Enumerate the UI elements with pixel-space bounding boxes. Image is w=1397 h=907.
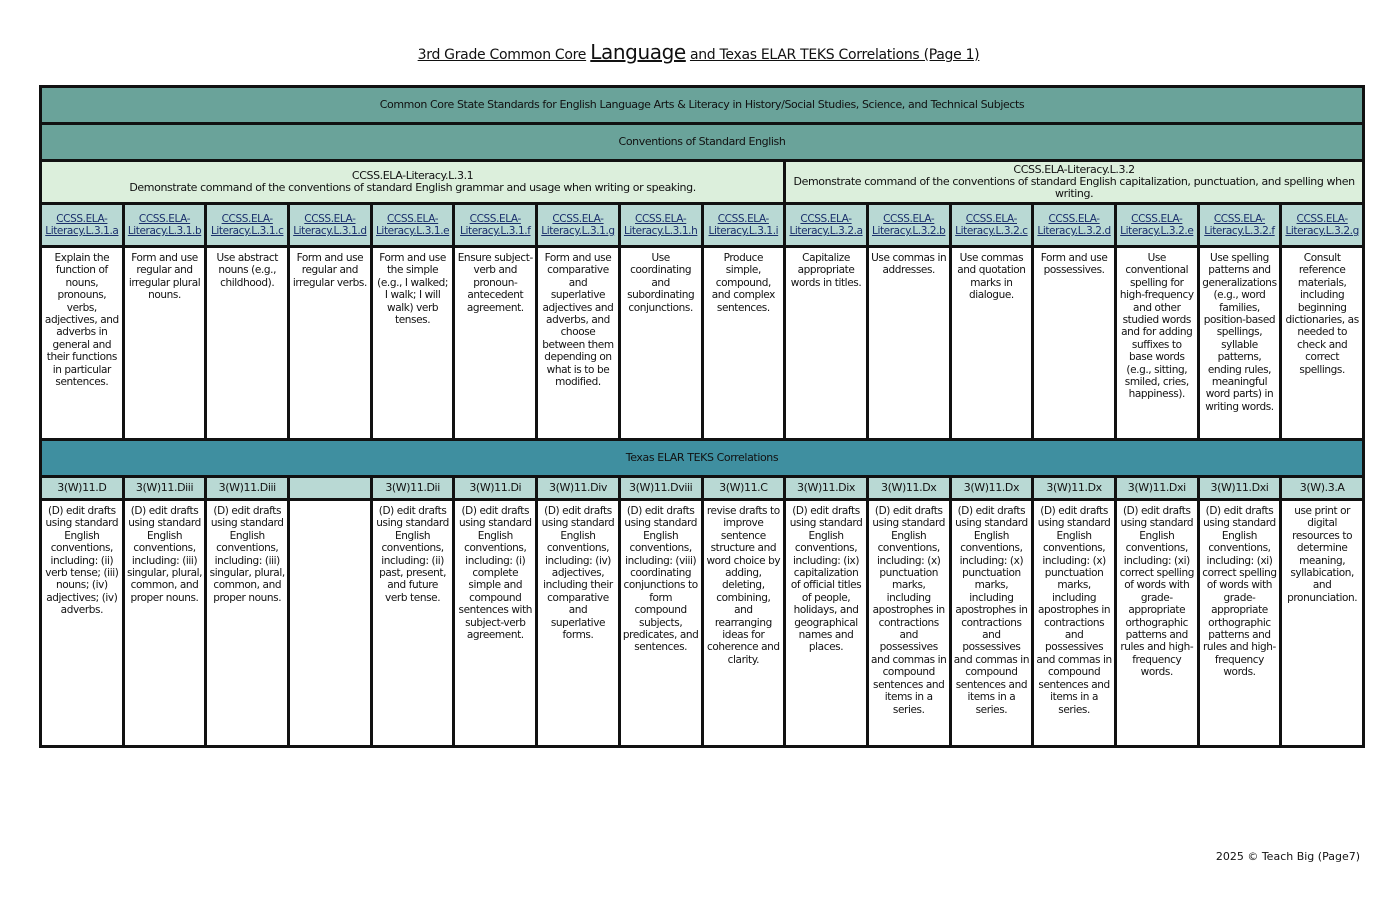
teks-header-row bbox=[41, 440, 1364, 477]
correlation-table bbox=[39, 85, 1365, 748]
ccss-description-cell: Form and use regular and irregular verbs. bbox=[289, 247, 372, 440]
ccss-code-cell[interactable] bbox=[41, 204, 124, 247]
teks-description-cell: revise drafts to improve sentence structure and word choice by adding, deleting, combining, and rearranging ideas for coherence and clarity. bbox=[702, 500, 785, 747]
standard-code: CCSS.ELA-Literacy.L.3.1 bbox=[351, 169, 474, 182]
teks-description-cell: use print or digital resources to determine meaning, syllabication, and pronunciation. bbox=[1281, 500, 1364, 747]
teks-description-cell: (D) edit drafts using standard English conventions, including: (xi) correct spelling of words with grade-appropriate orthographic patterns and rules and high-frequency words. bbox=[1198, 500, 1281, 747]
ccss-code-cell[interactable] bbox=[950, 204, 1033, 247]
standards-row bbox=[41, 161, 1364, 204]
ccss-description-cell: Use commas in addresses. bbox=[867, 247, 950, 440]
teks-code-cell: 3(W)11.D bbox=[41, 477, 124, 500]
conventions-cell: Conventions of Standard English bbox=[41, 124, 1364, 161]
teks-description-cell bbox=[289, 500, 372, 747]
teks-code-cell: 3(W)11.Dx bbox=[1033, 477, 1116, 500]
ccss-code-link[interactable]: CCSS.ELA-Literacy.L.3.2.g bbox=[1285, 212, 1359, 237]
teks-code-cell: 3(W)11.Di bbox=[454, 477, 537, 500]
ccss-code-cell[interactable] bbox=[537, 204, 620, 247]
teks-code-row bbox=[41, 477, 1364, 500]
ccss-code-link[interactable]: CCSS.ELA-Literacy.L.3.2.d bbox=[1037, 212, 1111, 237]
teks-code-cell: 3(W)11.Dx bbox=[950, 477, 1033, 500]
ccss-code-link[interactable]: CCSS.ELA-Literacy.L.3.1.c bbox=[210, 212, 284, 237]
ccss-code-cell[interactable] bbox=[1115, 204, 1198, 247]
teks-code-cell: 3(W)11.Dii bbox=[371, 477, 454, 500]
ccss-code-link[interactable]: CCSS.ELA-Literacy.L.3.1.e bbox=[375, 212, 450, 237]
ccss-code-cell[interactable] bbox=[867, 204, 950, 247]
ccss-description-cell: Consult reference materials, including beginning dictionaries, as needed to check and correct spellings. bbox=[1281, 247, 1364, 440]
teks-code-cell: 3(W)11.Div bbox=[537, 477, 620, 500]
teks-code-cell: 3(W)11.Dxi bbox=[1198, 477, 1281, 500]
ccss-code-link[interactable]: CCSS.ELA-Literacy.L.3.1.i bbox=[708, 212, 779, 237]
teks-code-cell: 3(W)11.Dxi bbox=[1115, 477, 1198, 500]
teks-code-cell: 3(W)11.Diii bbox=[123, 477, 206, 500]
ccss-description-cell: Form and use comparative and superlative adjectives and adverbs, and choose between them depending on what is to be modified. bbox=[537, 247, 620, 440]
ccss-code-link[interactable]: CCSS.ELA-Literacy.L.3.1.g bbox=[541, 212, 615, 237]
teks-description-cell: (D) edit drafts using standard English conventions, including: (iii) singular, plural, common, and proper nouns. bbox=[206, 500, 289, 747]
ccss-description-cell: Use conventional spelling for high-frequency and other studied words and for adding suffixes to base words (e.g., sitting, smiled, cries, happiness). bbox=[1115, 247, 1198, 440]
teks-description-cell: (D) edit drafts using standard English conventions, including: (iii) singular, plural, common, and proper nouns. bbox=[123, 500, 206, 747]
banner-row bbox=[41, 87, 1364, 124]
ccss-code-cell[interactable] bbox=[206, 204, 289, 247]
ccss-code-cell[interactable] bbox=[1281, 204, 1364, 247]
ccss-code-row bbox=[41, 204, 1364, 247]
ccss-description-cell: Capitalize appropriate words in titles. bbox=[785, 247, 868, 440]
teks-description-row bbox=[41, 500, 1364, 747]
ccss-code-cell[interactable] bbox=[619, 204, 702, 247]
banner-cell: Common Core State Standards for English Language Arts & Literacy in History/Social Studies, Science, and Technical Subjects bbox=[41, 87, 1364, 124]
conventions-row bbox=[41, 124, 1364, 161]
teks-code-cell: 3(W)11.Dx bbox=[867, 477, 950, 500]
page-title bbox=[0, 40, 1397, 64]
ccss-description-row bbox=[41, 247, 1364, 440]
standard-code: CCSS.ELA-Literacy.L.3.2 bbox=[1013, 163, 1135, 176]
teks-description-cell: (D) edit drafts using standard English conventions, including: (viii) coordinating conjunctions to form compound subjects, predicates, and sentences. bbox=[619, 500, 702, 747]
teks-description-cell: (D) edit drafts using standard English conventions, including: (xi) correct spelling of words with grade-appropriate orthographic patterns and rules and high-frequency words. bbox=[1115, 500, 1198, 747]
teks-description-cell: (D) edit drafts using standard English conventions, including: (ii) verb tense; (iii) nouns; (iv) adjectives; (iv) adverbs. bbox=[41, 500, 124, 747]
teks-description-cell: (D) edit drafts using standard English conventions, including: (i) complete simple and compound sentences with subject-verb agreement. bbox=[454, 500, 537, 747]
ccss-code-cell[interactable] bbox=[1033, 204, 1116, 247]
ccss-code-link[interactable]: CCSS.ELA-Literacy.L.3.2.b bbox=[872, 212, 946, 237]
ccss-code-link[interactable]: CCSS.ELA-Literacy.L.3.1.a bbox=[45, 212, 119, 237]
ccss-description-cell: Use abstract nouns (e.g., childhood). bbox=[206, 247, 289, 440]
ccss-code-link[interactable]: CCSS.ELA-Literacy.L.3.2.a bbox=[789, 212, 863, 237]
teks-code-cell: 3(W)11.Dviii bbox=[619, 477, 702, 500]
ccss-code-cell[interactable] bbox=[289, 204, 372, 247]
standard-l31-cell bbox=[41, 161, 785, 204]
ccss-description-cell: Use spelling patterns and generalizations (e.g., word families, position-based spellings, syllable patterns, ending rules, meaningful word parts) in writing words. bbox=[1198, 247, 1281, 440]
ccss-code-link[interactable]: CCSS.ELA-Literacy.L.3.1.d bbox=[293, 212, 367, 237]
ccss-code-link[interactable]: CCSS.ELA-Literacy.L.3.1.f bbox=[460, 212, 531, 237]
teks-description-cell: (D) edit drafts using standard English conventions, including: (x) punctuation marks, including apostrophes in contractions and possessives and commas in compound sentences and items in a series. bbox=[867, 500, 950, 747]
ccss-code-link[interactable]: CCSS.ELA-Literacy.L.3.2.f bbox=[1204, 212, 1275, 237]
title-prefix: 3rd Grade Common Core bbox=[417, 47, 587, 63]
ccss-code-link[interactable]: CCSS.ELA-Literacy.L.3.1.b bbox=[127, 212, 202, 237]
ccss-code-link[interactable]: CCSS.ELA-Literacy.L.3.2.c bbox=[955, 212, 1028, 237]
teks-code-cell bbox=[289, 477, 372, 500]
ccss-code-link[interactable]: CCSS.ELA-Literacy.L.3.2.e bbox=[1120, 212, 1194, 237]
ccss-description-cell: Form and use possessives. bbox=[1033, 247, 1116, 440]
title-suffix: and Texas ELAR TEKS Correlations (Page 1) bbox=[689, 47, 980, 63]
teks-description-cell: (D) edit drafts using standard English conventions, including: (x) punctuation marks, including apostrophes in contractions and possessives and commas in compound sentences and items in a series. bbox=[1033, 500, 1116, 747]
ccss-code-cell[interactable] bbox=[454, 204, 537, 247]
teks-description-cell: (D) edit drafts using standard English conventions, including: (ix) capitalization of official titles of people, holidays, and geographical names and places. bbox=[785, 500, 868, 747]
teks-description-cell: (D) edit drafts using standard English conventions, including: (ii) past, present, and future verb tense. bbox=[371, 500, 454, 747]
teks-code-cell: 3(W)11.C bbox=[702, 477, 785, 500]
teks-header-cell: Texas ELAR TEKS Correlations bbox=[41, 440, 1364, 477]
ccss-description-cell: Produce simple, compound, and complex sentences. bbox=[702, 247, 785, 440]
page-footer: 2025 © Teach Big (Page7) bbox=[1215, 850, 1360, 863]
ccss-code-cell[interactable] bbox=[123, 204, 206, 247]
standard-l32-cell bbox=[785, 161, 1364, 204]
ccss-code-cell[interactable] bbox=[785, 204, 868, 247]
standard-text: Demonstrate command of the conventions of standard English capitalization, punctuation, and spelling when writing. bbox=[793, 175, 1355, 200]
teks-code-cell: 3(W).3.A bbox=[1281, 477, 1364, 500]
ccss-code-cell[interactable] bbox=[371, 204, 454, 247]
ccss-description-cell: Form and use regular and irregular plural nouns. bbox=[123, 247, 206, 440]
teks-code-cell: 3(W)11.Dix bbox=[785, 477, 868, 500]
ccss-code-cell[interactable] bbox=[702, 204, 785, 247]
ccss-description-cell: Ensure subject-verb and pronoun-antecedent agreement. bbox=[454, 247, 537, 440]
ccss-code-cell[interactable] bbox=[1198, 204, 1281, 247]
teks-description-cell: (D) edit drafts using standard English conventions, including: (iv) adjectives, including their comparative and superlative forms. bbox=[537, 500, 620, 747]
teks-code-cell: 3(W)11.Diii bbox=[206, 477, 289, 500]
ccss-description-cell: Form and use the simple (e.g., I walked; I walk; I will walk) verb tenses. bbox=[371, 247, 454, 440]
ccss-description-cell: Explain the function of nouns, pronouns, verbs, adjectives, and adverbs in general and their functions in particular sentences. bbox=[41, 247, 124, 440]
ccss-description-cell: Use coordinating and subordinating conjunctions. bbox=[619, 247, 702, 440]
title-subject: Language bbox=[590, 40, 686, 64]
teks-description-cell: (D) edit drafts using standard English conventions, including: (x) punctuation marks, including apostrophes in contractions and possessives and commas in compound sentences and items in a series. bbox=[950, 500, 1033, 747]
ccss-description-cell: Use commas and quotation marks in dialogue. bbox=[950, 247, 1033, 440]
ccss-code-link[interactable]: CCSS.ELA-Literacy.L.3.1.h bbox=[623, 212, 698, 237]
standard-text: Demonstrate command of the conventions of standard English grammar and usage when writing or speaking. bbox=[129, 181, 696, 194]
